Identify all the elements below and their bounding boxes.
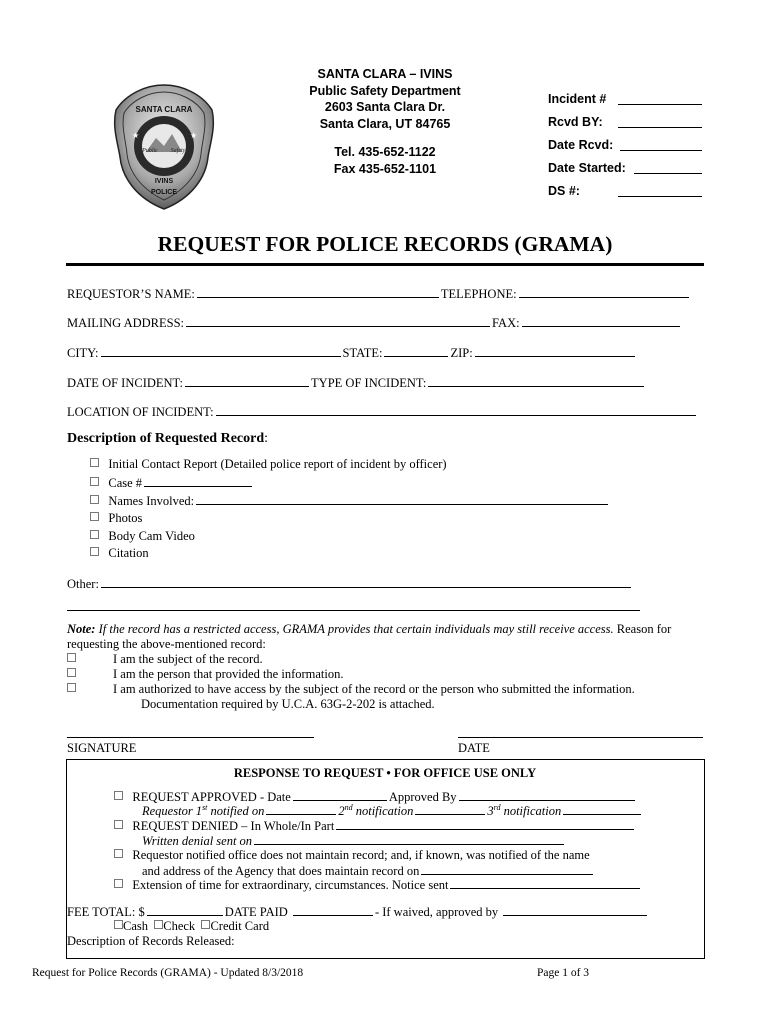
date-paid-input[interactable] [293,904,373,916]
state-input[interactable] [384,345,448,357]
location-of-incident-input[interactable] [216,404,696,416]
fax-label: FAX: [492,316,520,330]
fax-input[interactable] [522,315,680,327]
requestor-name-input[interactable] [197,286,439,298]
checkbox[interactable] [114,820,123,829]
signature-label: SIGNATURE [67,741,137,755]
agency-city: Santa Clara, UT 84765 [319,116,451,131]
telephone-label: TELEPHONE: [440,287,517,301]
record-option-citation[interactable]: Citation [90,546,149,561]
checkbox[interactable] [90,477,99,486]
city-label: CITY: [67,346,99,360]
agency-street: 2603 Santa Clara Dr. [324,100,446,114]
other-row [67,576,633,592]
badge-star-icon: ★ [190,131,198,140]
badge-star-icon: ★ [132,131,140,140]
requestor-name-label: REQUESTOR’S NAME: [67,287,195,301]
waived-approved-by-input[interactable] [503,904,647,916]
mailing-address-row [67,315,682,331]
other-input[interactable] [101,576,631,588]
police-badge-logo [112,82,216,212]
payment-cash[interactable]: Cash [123,919,148,933]
type-of-incident-input[interactable] [428,375,644,387]
date-label: DATE [458,741,490,755]
note-text: Note: If the record has a restricted access, GRAMA provides that certain individuals may still receive access. Reason for [67,622,672,636]
agency-fax: Fax 435-652-1101 [333,161,437,176]
checkbox[interactable] [114,849,123,858]
zip-input[interactable] [475,345,635,357]
checkbox[interactable] [114,879,123,888]
badge-left-text: Public [142,148,158,154]
checkbox[interactable] [114,920,123,929]
agency-tel: Tel. 435-652-1122 [334,145,436,159]
checkbox[interactable] [90,495,99,504]
agency-address [295,66,475,132]
agency-department: Public Safety Department [309,83,461,98]
checkbox[interactable] [114,791,123,800]
records-released-label: Description of Records Released: [67,934,235,948]
zip-label: ZIP: [450,346,473,360]
city-input[interactable] [101,345,341,357]
signature-line[interactable] [67,737,314,738]
state-label: STATE: [342,346,383,360]
checkbox[interactable] [67,683,76,692]
payment-methods [114,919,269,934]
record-option-names[interactable]: Names Involved: [90,493,610,509]
other-label: Other: [67,577,99,591]
not-maintain-row-2: and address of the Agency that does maintain record on [142,863,595,879]
request-denied-row[interactable]: REQUEST DENIED – In Whole/In Part [114,818,636,834]
extension-row[interactable]: Extension of time for extraordinary, circumstances. Notice sent [114,877,642,893]
requestor-name-row [67,286,691,302]
office-tracking-fields [548,92,708,207]
incident-date-type-row [67,375,646,391]
fee-total-input[interactable] [147,904,223,916]
date-received-field[interactable]: Date Rcvd: [548,138,708,161]
footer-left: Request for Police Records (GRAMA) - Updated 8/3/2018 [32,967,304,979]
date-line[interactable] [458,737,703,738]
mailing-address-label: MAILING ADDRESS: [67,316,185,330]
checkbox[interactable] [67,668,76,677]
checkbox[interactable] [90,547,99,556]
location-row [67,404,698,420]
fee-row: FEE TOTAL: $ DATE PAID - If waived, approved by [67,904,649,920]
badge-ivins-text: IVINS [154,178,174,185]
date-of-incident-label: DATE OF INCIDENT: [67,376,184,390]
denial-sent-row: Written denial sent on [142,833,566,849]
record-option-photos[interactable]: Photos [90,511,142,526]
record-option-body-cam[interactable]: Body Cam Video [90,529,195,544]
documentation-note: Documentation required by U.C.A. 63G-2-202 is attached. [141,697,435,711]
notification-row: Requestor 1st notified on 2nd notification 3rd notification [142,803,643,819]
date-started-field[interactable]: Date Started: [548,161,708,184]
incident-number-field[interactable]: Incident # [548,92,708,115]
telephone-input[interactable] [519,286,689,298]
title-rule [66,263,704,266]
reason-authorized[interactable]: I am authorized to have access by the subject of the record or the person who submitted the information. [67,682,635,697]
date-of-incident-input[interactable] [185,375,309,387]
note-text-line-2: requesting the above-mentioned record: [67,637,266,651]
record-option-initial-contact[interactable]: Initial Contact Report (Detailed police report of incident by officer) [90,457,447,472]
not-maintain-row[interactable]: Requestor notified office does not maintain record; and, if known, was notified of the name [114,848,590,863]
description-heading: Description of Requested Record: [67,431,269,446]
received-by-field[interactable]: Rcvd BY: [548,115,708,138]
checkbox[interactable] [154,920,163,929]
agency-name: SANTA CLARA – IVINS [317,67,453,81]
badge-police-text: POLICE [150,189,178,196]
reason-provider[interactable]: I am the person that provided the information. [67,667,344,682]
request-approved-row[interactable]: REQUEST APPROVED - Date Approved By [114,789,637,805]
ds-number-field[interactable]: DS #: [548,184,708,207]
case-number-input[interactable] [144,475,252,487]
checkbox[interactable] [90,512,99,521]
reason-subject[interactable]: I am the subject of the record. [67,652,263,667]
badge-right-text: Safety [170,148,186,154]
mailing-address-input[interactable] [186,315,490,327]
form-title: REQUEST FOR POLICE RECORDS (GRAMA) [157,232,613,256]
office-use-title: RESPONSE TO REQUEST • FOR OFFICE USE ONLY [233,766,537,780]
checkbox[interactable] [90,530,99,539]
other-input-line-2[interactable] [67,610,640,611]
record-option-case[interactable]: Case # [90,475,254,491]
city-state-zip-row [67,345,637,361]
payment-check[interactable]: Check [163,919,196,933]
footer-page-number: Page 1 of 3 [537,967,590,979]
location-of-incident-label: LOCATION OF INCIDENT: [67,405,214,419]
checkbox[interactable] [67,653,76,662]
badge-top-text: SANTA CLARA [135,105,193,114]
names-involved-input[interactable] [196,493,608,505]
checkbox[interactable] [90,458,99,467]
payment-credit-card[interactable]: Credit Card [210,919,270,933]
type-of-incident-label: TYPE OF INCIDENT: [311,376,427,390]
agency-contact [295,144,475,177]
